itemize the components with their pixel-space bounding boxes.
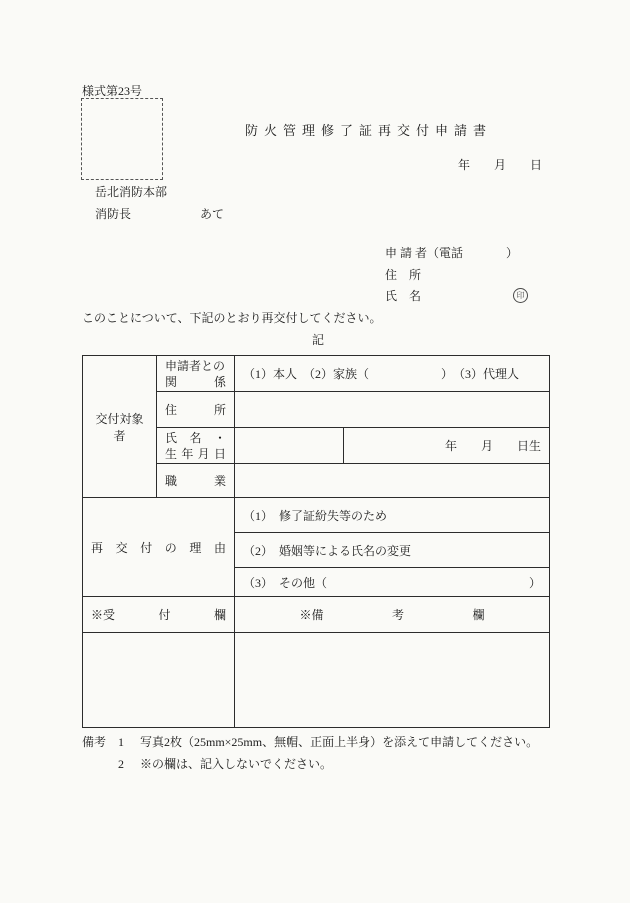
birthdate-cell: 年 月 日生 — [344, 428, 550, 464]
applicant-phone-label: 申 請 者（電話 — [385, 246, 464, 260]
phone-close-paren: ） — [505, 246, 518, 260]
address-label-cell — [157, 392, 235, 428]
address-label: 住所 — [165, 403, 226, 417]
name-birth-label-cell — [157, 428, 235, 464]
footnote-1 — [82, 731, 538, 753]
date-line: 年 月 日 — [458, 158, 543, 172]
reception-part-3: 欄 — [213, 608, 226, 622]
fire-chief-label: 消防長 — [95, 207, 132, 221]
reception-blank-cell — [83, 633, 235, 728]
reason-header: 再交付の理由 — [91, 540, 226, 555]
request-sentence: このことについて、下記のとおり再交付してください。 — [82, 311, 382, 325]
target-person-header: 交付対象者 — [83, 356, 157, 498]
occupation-label-cell — [157, 464, 235, 498]
footnote-header: 備考 — [82, 735, 107, 749]
attention-label: あて — [200, 207, 225, 221]
reception-part-2: 付 — [158, 608, 171, 622]
applicant-phone-line — [385, 244, 518, 261]
applicant-name-line — [385, 287, 528, 304]
footnotes — [82, 731, 538, 775]
occupation-input-cell — [235, 464, 550, 498]
name-label-line: 氏名・ — [165, 430, 226, 445]
remarks-part-3: 欄 — [472, 608, 485, 622]
reception-part-1: ※受 — [91, 608, 116, 622]
footnote-2-number: 2 — [118, 757, 124, 771]
applicant-name-label: 氏 名 — [385, 289, 422, 303]
reason-header-cell — [83, 498, 235, 597]
reason-option-3-cell — [235, 568, 550, 597]
photo-box — [81, 98, 163, 180]
footnote-2-text: ※の欄は、記入しないでください。 — [140, 757, 333, 771]
remarks-part-2: 考 — [391, 608, 404, 622]
footnote-2 — [82, 753, 538, 775]
relation-label-cell — [157, 356, 235, 392]
footnote-1-text: 写真2枚（25mm×25mm、無帽、正面上半身）を添えて申請してください。 — [140, 735, 539, 749]
ki-heading: 記 — [312, 333, 325, 347]
remarks-column-header — [235, 597, 550, 633]
relation-label-line1: 申請者との — [165, 358, 226, 373]
fire-department-name: 岳北消防本部 — [95, 185, 168, 199]
reason-option-1: （1） 修了証紛失等のため — [235, 498, 550, 533]
seal-mark-icon: 印 — [513, 288, 528, 303]
relation-label-line2: 関係 — [165, 374, 226, 389]
applicant-address-label: 住 所 — [385, 268, 422, 282]
page-title: 防火管理修了証再交付申請書 — [245, 123, 493, 138]
footnote-1-number: 1 — [118, 735, 124, 749]
reason-3-close-paren: ） — [529, 575, 542, 590]
reason-option-3: （3） その他（ — [243, 575, 328, 590]
name-input-cell — [235, 428, 344, 464]
remarks-part-1: ※備 — [299, 608, 324, 622]
reception-column-header — [83, 597, 235, 633]
remarks-blank-cell — [235, 633, 550, 728]
form-number: 様式第23号 — [82, 84, 143, 98]
application-table — [82, 355, 550, 728]
address-input-cell — [235, 392, 550, 428]
birth-label-line: 生年月日 — [165, 446, 226, 461]
occupation-label: 職業 — [165, 474, 226, 488]
relation-options: （1）本人 （2）家族（ ） （3）代理人 — [235, 356, 550, 392]
reason-option-2: （2） 婚姻等による氏名の変更 — [235, 533, 550, 568]
